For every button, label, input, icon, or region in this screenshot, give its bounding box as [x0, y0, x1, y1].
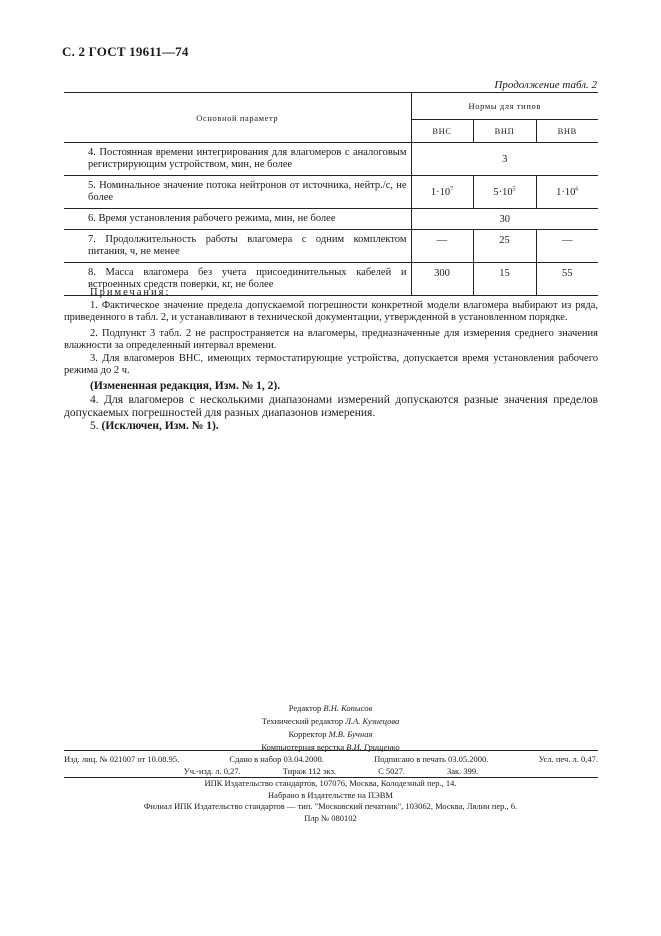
parameter-cell: 8. Масса влагомера без учета присоединительных кабелей и встроенных средств поверки, кг, не более	[64, 263, 411, 296]
note-item: 2. Подпункт 3 табл. 2 не распространяется на влагомеры, предназначенные для измерения среднего значения влажности за определенный интервал времени.	[64, 327, 598, 351]
pub-sheets-text: Уч.-изд. л. 0,27.	[183, 766, 241, 776]
table-row	[64, 143, 598, 176]
value-cell: 15	[473, 263, 536, 296]
parameter-cell: 4. Постоянная времени интегрирования для влагомеров с аналоговым регистрирующим устройством, мин, не более	[64, 143, 411, 176]
value-cell: 300	[411, 263, 473, 296]
column-header-type: ВНВ	[536, 120, 598, 143]
publisher-line: Плр № 080102	[304, 812, 357, 823]
credit-line: Корректор М.В. Бучная	[288, 729, 373, 739]
value-cell: 25	[473, 230, 536, 263]
column-header-type: ВНП	[473, 120, 536, 143]
table-row	[64, 230, 598, 263]
note-item: 3. Для влагомеров ВНС, имеющих термостатирующие устройства, допускается время установления рабочего режима до 2 ч.	[64, 352, 598, 376]
value-cell: 30	[411, 209, 598, 230]
publisher-line: Филиал ИПК Издательство стандартов — тип. "Московский печатник", 103062, Москва, Лялин пер., 6.	[143, 801, 518, 811]
paragraph-5: 5. (Исключен, Изм. № 1).	[90, 420, 219, 432]
column-header-type: ВНС	[411, 120, 473, 143]
credits-block	[0, 702, 661, 754]
value-cell: $5\cdot 10^5$	[473, 176, 536, 209]
column-header-parameter: Основной параметр	[64, 93, 411, 143]
publisher-block	[0, 778, 661, 824]
value-cell: —	[411, 230, 473, 263]
amendment-note: (Измененная редакция, Изм. № 1, 2).	[90, 380, 281, 392]
license-text: Изд. лиц. № 021007 от 10.08.95.	[64, 754, 180, 764]
value-cell: —	[536, 230, 598, 263]
column-header-norms: Нормы для типов	[411, 93, 598, 120]
sent-text: Сдано в набор 03.04.2000.	[229, 754, 324, 764]
parameter-cell: 5. Номинальное значение потока нейтронов от источника, нейтр./с, не более	[64, 176, 411, 209]
table-row	[64, 209, 598, 230]
value-cell: $1\cdot 10^7$	[411, 176, 473, 209]
credit-line: Редактор В.Н. Копысов	[288, 703, 373, 713]
notes-heading: Примечания:	[90, 287, 171, 298]
note-item: 1. Фактическое значение предела допускаемой погрешности конкретной модели влагомера выбирают из ряда, приведенного в табл. 2, и устанавливают в технической документации, утвержденной в установленном порядке.	[64, 299, 598, 323]
code-text: С 5027.	[378, 766, 405, 776]
print-sheets-text: Усл. печ. л. 0,47.	[538, 754, 598, 764]
publisher-line: ИПК Издательство стандартов, 107076, Москва, Колодезный пер., 14.	[204, 778, 457, 788]
value-cell: 55	[536, 263, 598, 296]
table-row	[64, 176, 598, 209]
credit-line: Технический редактор Л.А. Кузнецова	[261, 716, 400, 726]
value-cell: 3	[411, 143, 598, 176]
publisher-line: Набрано в Издательстве на ПЭВМ	[268, 789, 393, 800]
run-text: Тираж 112 экз.	[282, 766, 337, 776]
table-continuation-label: Продолжение табл. 2	[494, 79, 597, 91]
divider	[64, 750, 598, 751]
parameters-table	[64, 92, 598, 296]
notes-block	[64, 287, 598, 378]
imprint-block	[64, 753, 598, 777]
parameter-cell: 7. Продолжительность работы влагомера с одним комплектом питания, ч, не менее	[64, 230, 411, 263]
value-cell: $1\cdot 10^6$	[536, 176, 598, 209]
page-header: С. 2 ГОСТ 19611—74	[62, 44, 189, 59]
paragraph-4: 4. Для влагомеров с несколькими диапазонами измерений допускаются разные значения пределов допускаемых погрешностей для разных диапазонов измерения.	[64, 394, 598, 419]
order-text: Зак. 399.	[446, 766, 479, 776]
parameter-cell: 6. Время установления рабочего режима, мин, не более	[64, 209, 411, 230]
credit-line: Компьютерная верстка В.И. Грищенко	[261, 742, 400, 752]
signed-text: Подписано в печать 03.05.2000.	[374, 754, 489, 764]
